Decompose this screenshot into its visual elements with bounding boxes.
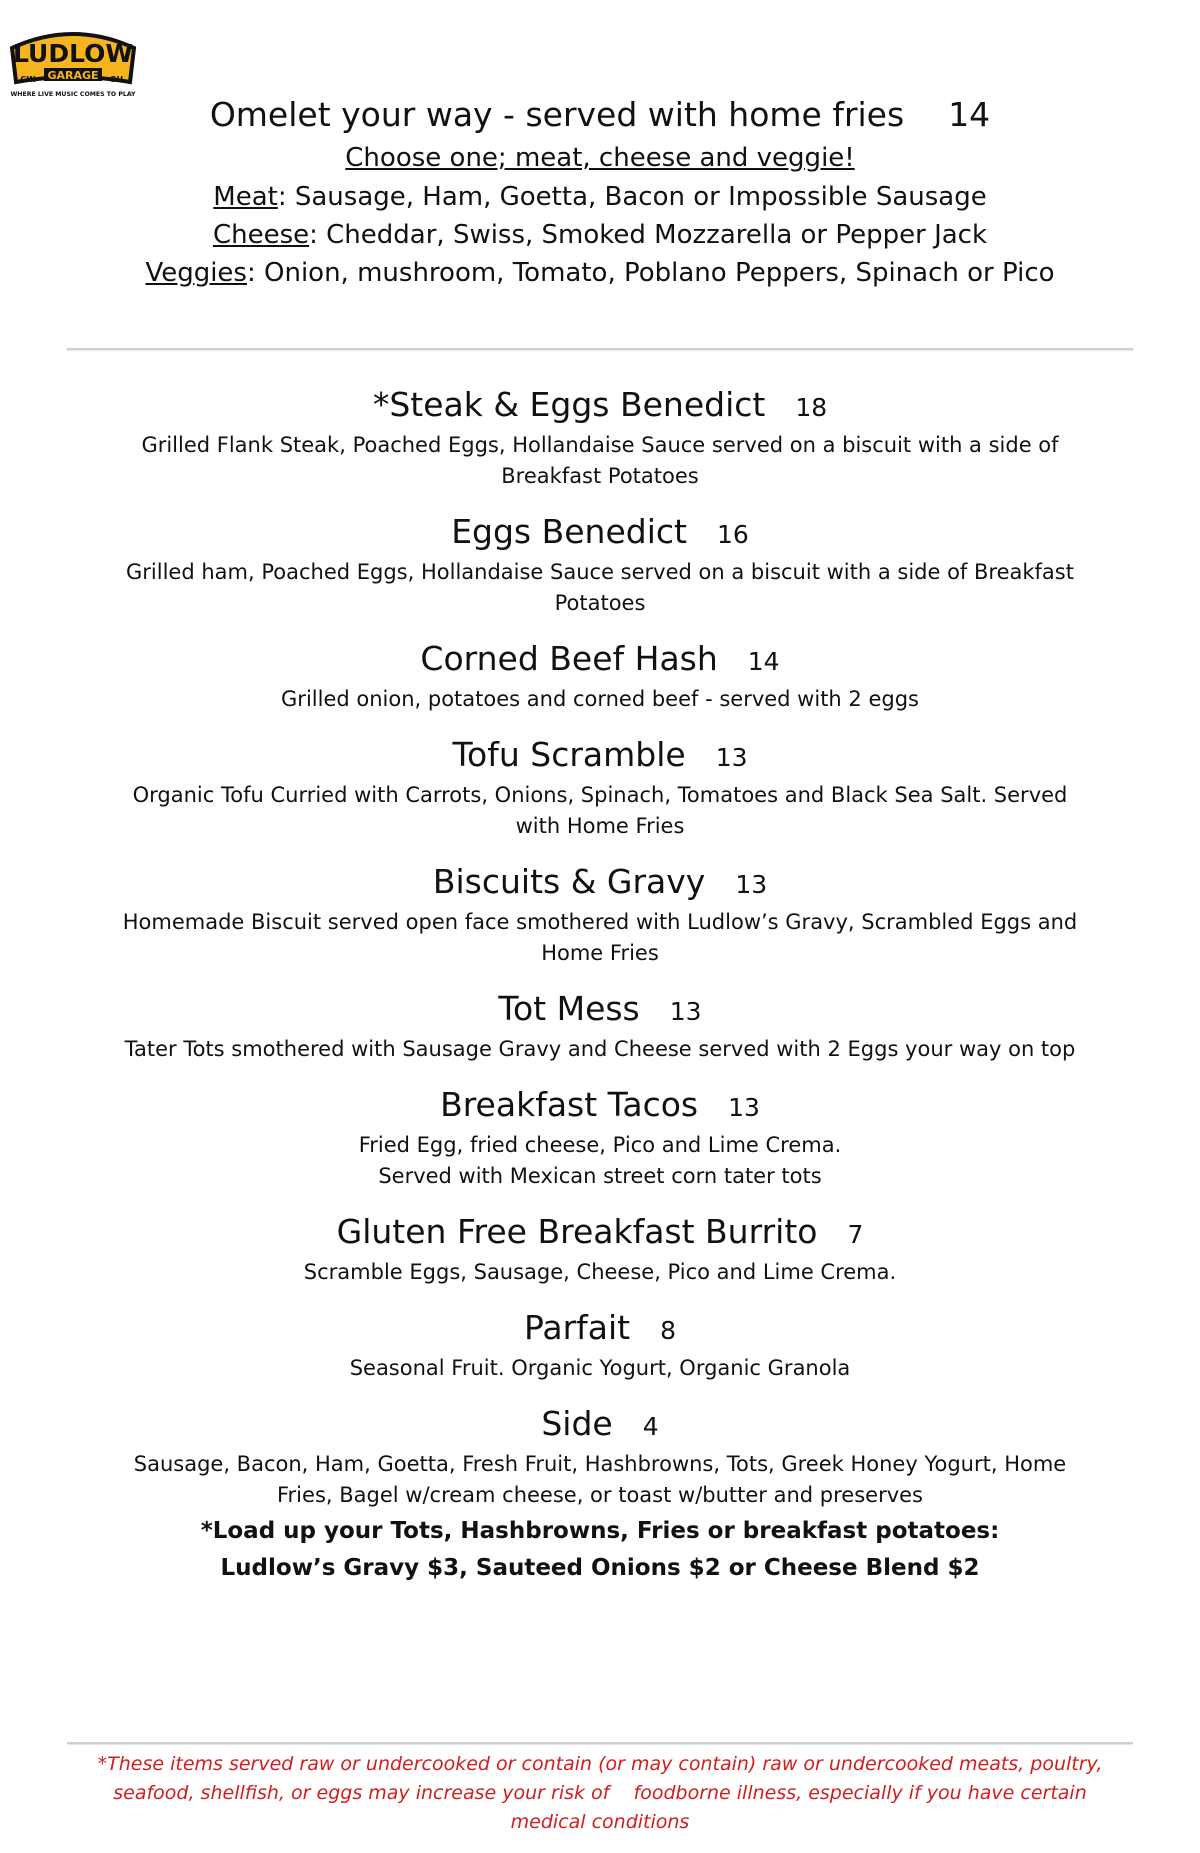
option-text: : Sausage, Ham, Goetta, Bacon or Impossible Sausage xyxy=(277,182,987,212)
option-label: Veggies xyxy=(145,258,247,288)
menu-items xyxy=(0,383,1200,1587)
menu-item xyxy=(0,1306,1200,1384)
item-title: Gluten Free Breakfast Burrito xyxy=(336,1212,818,1251)
item-price: 14 xyxy=(747,647,780,676)
item-description: Fried Egg, fried cheese, Pico and Lime Crema. Served with Mexican street corn tater tots xyxy=(358,1133,842,1188)
item-price: 13 xyxy=(715,743,748,772)
item-price: 16 xyxy=(716,520,749,549)
item-description: Tater Tots smothered with Sausage Gravy and Cheese served with 2 Eggs your way on top xyxy=(124,1037,1076,1061)
menu-item xyxy=(0,1210,1200,1288)
omelet-section xyxy=(0,92,1200,292)
item-title: Tot Mess xyxy=(498,989,640,1028)
omelet-title: Omelet your way - served with home fries xyxy=(209,95,905,134)
logo-sub: GARAGE xyxy=(47,69,99,82)
item-price: 13 xyxy=(728,1093,760,1122)
omelet-title-line xyxy=(0,92,1200,138)
item-title: Breakfast Tacos xyxy=(440,1085,699,1124)
item-price: 13 xyxy=(669,997,702,1026)
omelet-option-veggies xyxy=(0,254,1200,292)
divider-top xyxy=(67,348,1133,350)
logo-tagline: WHERE LIVE MUSIC COMES TO PLAY xyxy=(10,91,136,98)
option-text: : Onion, mushroom, Tomato, Poblano Peppers, Spinach or Pico xyxy=(246,258,1055,288)
option-text: : Cheddar, Swiss, Smoked Mozzarella or Pepper Jack xyxy=(309,220,988,250)
item-description: Grilled ham, Poached Eggs, Hollandaise Sauce served on a biscuit with a side of Breakfast Potatoes xyxy=(126,560,1074,615)
omelet-subtitle: Choose one; meat, cheese and veggie! xyxy=(345,143,855,173)
item-title: Parfait xyxy=(523,1308,631,1347)
food-safety-disclaimer xyxy=(0,1750,1200,1837)
item-description: Homemade Biscuit served open face smothered with Ludlow’s Gravy, Scrambled Eggs and Home Fries xyxy=(122,910,1078,965)
omelet-price: 14 xyxy=(948,95,991,134)
menu-item xyxy=(0,1083,1200,1192)
item-price: 18 xyxy=(795,393,828,422)
item-title: *Steak & Eggs Benedict xyxy=(372,385,766,424)
load-up-line: Ludlow’s Gravy $3, Sauteed Onions $2 or Cheese Blend $2 xyxy=(220,1555,980,1581)
item-title: Corned Beef Hash xyxy=(420,639,718,678)
disclaimer-line: *These items served raw or undercooked or contain (or may contain) raw or undercooked meats, poultry, xyxy=(97,1753,1103,1775)
item-title: Side xyxy=(541,1404,613,1443)
item-price: 4 xyxy=(642,1412,659,1441)
item-description: Grilled onion, potatoes and corned beef - served with 2 eggs xyxy=(281,687,919,711)
item-description: Sausage, Bacon, Ham, Goetta, Fresh Fruit, Hashbrowns, Tots, Greek Honey Yogurt, Home Fries, Bagel w/cream cheese, or toast w/butter and preserves xyxy=(133,1452,1067,1507)
load-up-note xyxy=(0,1513,1200,1587)
divider-bottom xyxy=(67,1742,1133,1744)
disclaimer-line: medical conditions xyxy=(510,1811,690,1833)
load-up-line: *Load up your Tots, Hashbrowns, Fries or breakfast potatoes: xyxy=(200,1518,1000,1544)
item-title: Biscuits & Gravy xyxy=(432,862,706,901)
option-label: Cheese xyxy=(212,220,310,250)
logo-right-tag: OH. xyxy=(109,75,127,84)
omelet-option-cheese xyxy=(0,216,1200,254)
item-description: Grilled Flank Steak, Poached Eggs, Hollandaise Sauce served on a biscuit with a side of Breakfast Potatoes xyxy=(141,433,1059,488)
menu-item xyxy=(0,987,1200,1065)
logo-name: LUDLOW xyxy=(13,39,133,68)
logo-left-tag: CIN xyxy=(20,75,36,84)
omelet-option-meat xyxy=(0,178,1200,216)
item-title: Tofu Scramble xyxy=(452,735,686,774)
menu-item xyxy=(0,860,1200,969)
item-description: Scramble Eggs, Sausage, Cheese, Pico and Lime Crema. xyxy=(303,1260,897,1284)
item-description: Organic Tofu Curried with Carrots, Onions, Spinach, Tomatoes and Black Sea Salt. Served with Home Fries xyxy=(132,783,1068,838)
item-price: 8 xyxy=(660,1316,677,1345)
disclaimer-line: seafood, shellfish, or eggs may increase your risk of foodborne illness, especially if you have certain xyxy=(113,1782,1087,1804)
menu-item xyxy=(0,510,1200,619)
menu-item xyxy=(0,733,1200,842)
item-title: Eggs Benedict xyxy=(451,512,687,551)
menu-item xyxy=(0,1402,1200,1511)
menu-item xyxy=(0,637,1200,715)
menu-item xyxy=(0,383,1200,492)
item-price: 13 xyxy=(735,870,768,899)
option-label: Meat xyxy=(213,182,278,212)
item-description: Seasonal Fruit. Organic Yogurt, Organic Granola xyxy=(349,1356,851,1380)
item-price: 7 xyxy=(847,1220,864,1249)
